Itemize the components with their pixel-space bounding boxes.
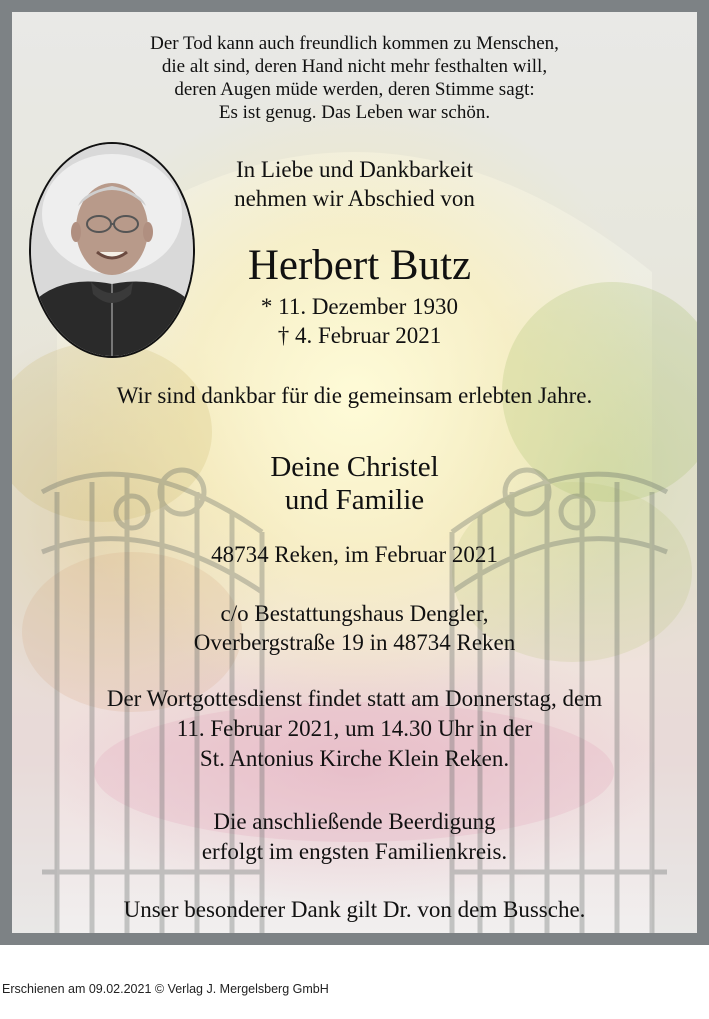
intro-line: In Liebe und Dankbarkeit bbox=[236, 157, 473, 182]
family-line: und Familie bbox=[284, 484, 425, 516]
service-info bbox=[12, 684, 697, 774]
poem-line: die alt sind, deren Hand nicht mehr festhalten will, bbox=[161, 56, 548, 77]
life-dates bbox=[17, 292, 697, 350]
death-date: † 4. Februar 2021 bbox=[277, 323, 442, 348]
service-line: 11. Februar 2021, um 14.30 Uhr in der bbox=[176, 716, 533, 741]
intro bbox=[12, 155, 697, 213]
address-line: Overbergstraße 19 in 48734 Reken bbox=[193, 630, 516, 655]
burial-line: erfolgt im engsten Familienkreis. bbox=[201, 839, 508, 864]
poem-line: Der Tod kann auch freundlich kommen zu Menschen, bbox=[150, 33, 559, 54]
deceased-name: Herbert Butz bbox=[247, 242, 472, 289]
place-date: 48734 Reken, im Februar 2021 bbox=[211, 542, 498, 567]
poem-line: deren Augen müde werden, deren Stimme sagt: bbox=[174, 79, 535, 100]
service-line: Der Wortgottesdienst findet statt am Donnerstag, dem bbox=[106, 686, 603, 711]
gratitude-line: Wir sind dankbar für die gemeinsam erlebten Jahre. bbox=[116, 383, 593, 408]
burial-line: Die anschließende Beerdigung bbox=[213, 809, 496, 834]
burial-info bbox=[12, 807, 697, 867]
service-line: St. Antonius Kirche Klein Reken. bbox=[199, 746, 510, 771]
intro-line: nehmen wir Abschied von bbox=[234, 186, 475, 211]
family-line: Deine Christel bbox=[270, 451, 439, 483]
birth-date: * 11. Dezember 1930 bbox=[260, 294, 459, 319]
publication-footer: Erschienen am 09.02.2021 © Verlag J. Mergelsberg GmbH bbox=[2, 982, 329, 996]
obituary-card bbox=[12, 12, 697, 933]
contact-address bbox=[12, 599, 697, 657]
special-thanks: Unser besonderer Dank gilt Dr. von dem Bussche. bbox=[123, 897, 586, 922]
family-signature bbox=[12, 451, 697, 517]
poem bbox=[12, 32, 697, 124]
poem-line: Es ist genug. Das Leben war schön. bbox=[218, 102, 491, 123]
address-line: c/o Bestattungshaus Dengler, bbox=[220, 601, 489, 626]
